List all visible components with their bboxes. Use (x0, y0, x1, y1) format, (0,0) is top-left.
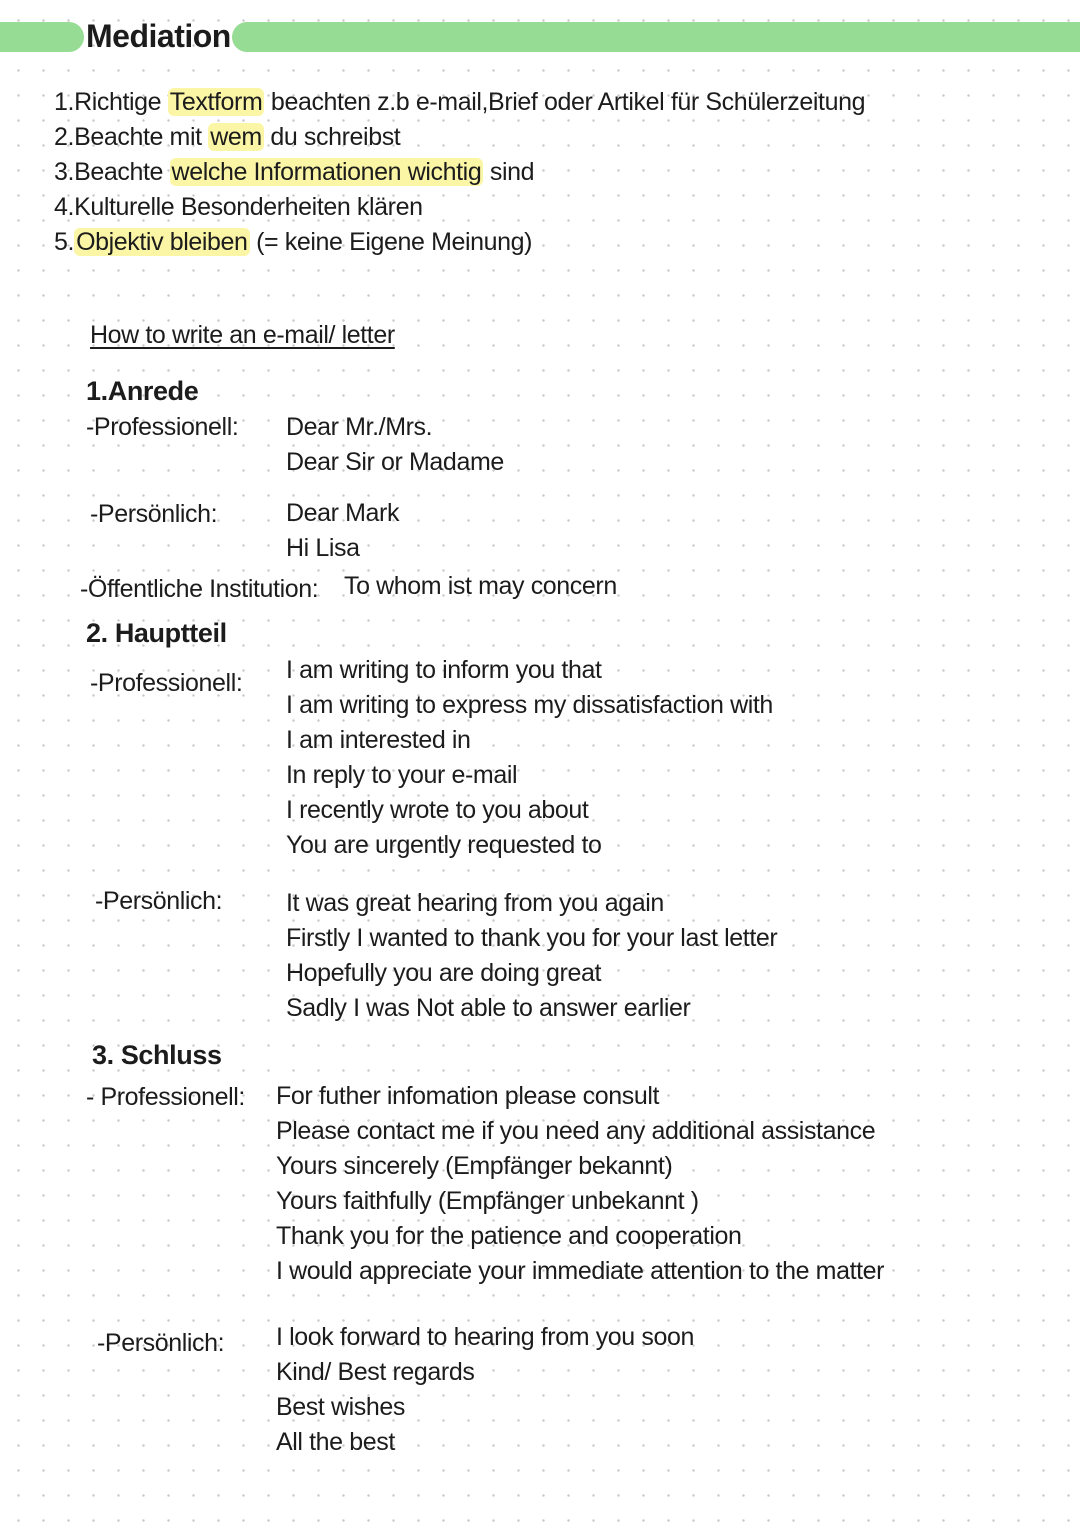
phrase: Best wishes (276, 1393, 405, 1421)
anrede-professionell-label: -Professionell: (86, 413, 239, 441)
phrase: I am writing to inform you that (286, 656, 602, 684)
anrede-persoenlich-label: -Persönlich: (90, 500, 218, 528)
phrase: I am interested in (286, 726, 471, 754)
section-subtitle: How to write an e-mail/ letter (90, 321, 395, 349)
hauptteil-persoenlich-label: -Persönlich: (95, 887, 223, 915)
schluss-persoenlich-phrases (276, 1320, 694, 1460)
phrase: Yours faithfully (Empfänger unbekannt ) (276, 1187, 699, 1215)
phrase: Sadly I was Not able to answer earlier (286, 994, 691, 1022)
schluss-heading: 3. Schluss (92, 1040, 222, 1070)
phrase: Yours sincerely (Empfänger bekannt) (276, 1152, 673, 1180)
hauptteil-professionell-label: -Professionell: (90, 669, 243, 697)
phrase: Hopefully you are doing great (286, 959, 601, 987)
list-item: 5.Objektiv bleiben (= keine Eigene Meinung) (54, 228, 533, 256)
schluss-persoenlich-label: -Persönlich: (97, 1329, 225, 1357)
list-item: 3.Beachte welche Informationen wichtig sind (54, 158, 535, 186)
phrase: Dear Mark (286, 499, 400, 527)
title-accent-bar-right (232, 22, 1080, 52)
phrase: I look forward to hearing from you soon (276, 1323, 694, 1351)
list-item: 1.Richtige Textform beachten z.b e-mail,Brief oder Artikel für Schülerzeitung (54, 88, 866, 116)
list-item: 4.Kulturelle Besonderheiten klären (54, 193, 423, 221)
phrase: I would appreciate your immediate attention to the matter (276, 1257, 885, 1285)
phrase: For futher infomation please consult (276, 1082, 660, 1110)
anrede-professionell-phrases (286, 410, 504, 480)
phrase: It was great hearing from you again (286, 889, 664, 917)
phrase: Firstly I wanted to thank you for your last letter (286, 924, 778, 952)
phrase: Hi Lisa (286, 534, 360, 562)
hauptteil-heading: 2. Hauptteil (86, 618, 227, 648)
phrase: Please contact me if you need any additional assistance (276, 1117, 876, 1145)
anrede-persoenlich-phrases (286, 496, 399, 566)
phrase: You are urgently requested to (286, 831, 602, 859)
phrase: Thank you for the patience and cooperation (276, 1222, 742, 1250)
hauptteil-persoenlich-phrases (286, 886, 777, 1026)
phrase: I recently wrote to you about (286, 796, 589, 824)
tips-list (54, 86, 865, 261)
anrede-institution-phrase: To whom ist may concern (344, 572, 617, 600)
list-item: 2.Beachte mit wem du schreibst (54, 123, 401, 151)
hauptteil-professionell-phrases (286, 653, 773, 863)
phrase: All the best (276, 1428, 395, 1456)
page-title: Mediation (86, 18, 231, 54)
phrase: Kind/ Best regards (276, 1358, 475, 1386)
phrase: Dear Mr./Mrs. (286, 413, 433, 441)
schluss-professionell-label: - Professionell: (86, 1083, 245, 1111)
anrede-heading: 1.Anrede (86, 376, 199, 406)
phrase: I am writing to express my dissatisfaction with (286, 691, 773, 719)
phrase: Dear Sir or Madame (286, 448, 504, 476)
title-accent-bar-left (0, 22, 84, 52)
schluss-professionell-phrases (276, 1079, 884, 1289)
phrase: In reply to your e-mail (286, 761, 518, 789)
anrede-institution-label: -Öffentliche Institution: (80, 575, 319, 603)
